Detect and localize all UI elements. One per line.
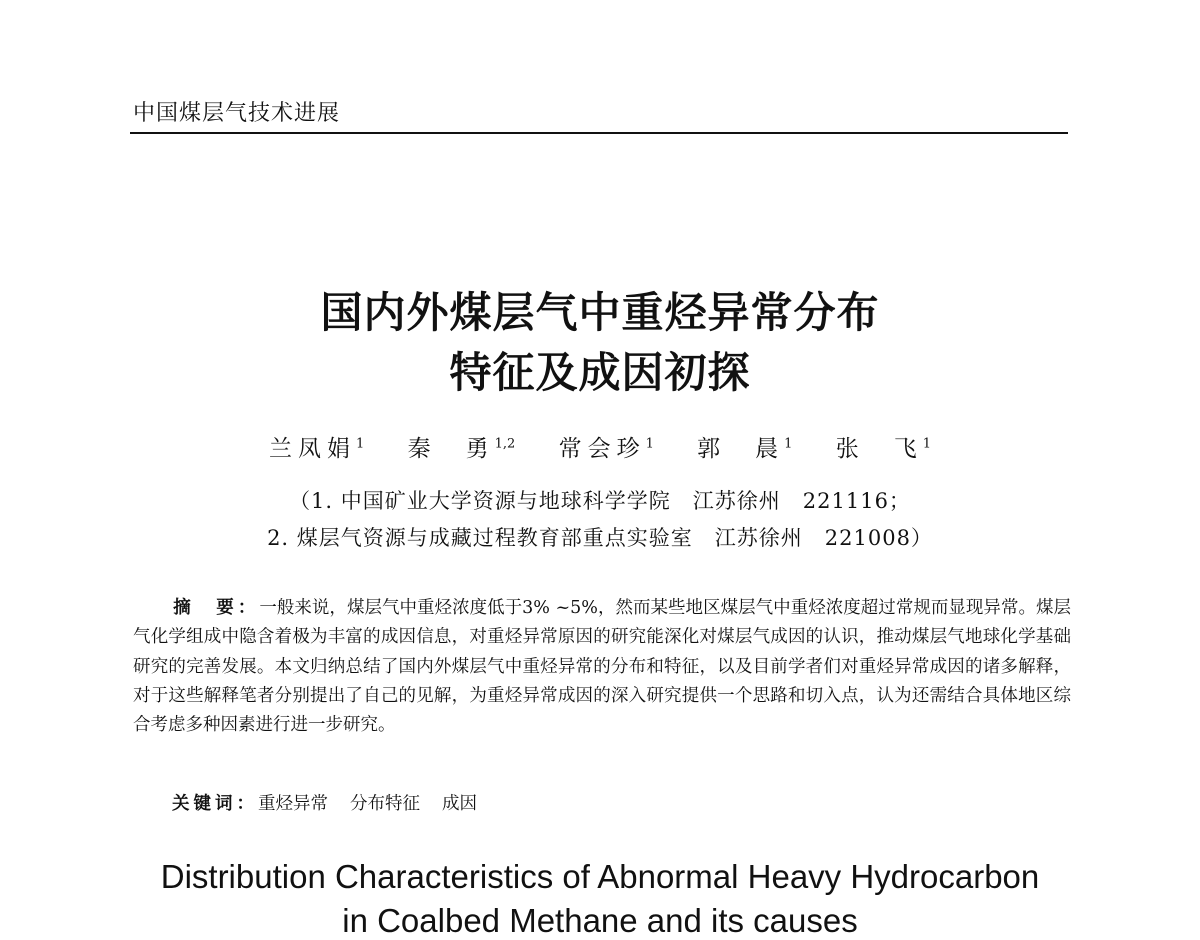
author-list [0, 430, 1200, 463]
author-affiliation-mark: 1 [784, 436, 793, 452]
affiliation-line-2: 2. 煤层气资源与成藏过程教育部重点实验室 江苏徐州 221008） [267, 526, 933, 550]
paper-title-line-2: 特征及成因初探 [449, 348, 751, 397]
author: 常会珍$^1$ [558, 436, 654, 462]
author-affiliation-mark: 1 [922, 436, 932, 452]
author: 兰凤娟$^1$ [268, 436, 365, 462]
author: 秦 勇$^{1,2}$ [407, 436, 516, 462]
abstract [133, 594, 1071, 740]
affiliation-line-1: （1. 中国矿业大学资源与地球科学学院 江苏徐州 221116； [289, 489, 911, 513]
abstract-text: 一般来说，煤层气中重烃浓度低于3% ~5%，然而某些地区煤层气中重烃浓度超过常规而显现异常。煤层气化学组成中隐含着极为丰富的成因信息，对重烃异常原因的研究能深化对煤层气成因的认识，推动煤层气地球化学基础研究的完善发展。本文归纳总结了国内外煤层气中重烃异常的分布和特征，以及目前学者们对重烃异常成因的诸多解释，对于这些解释笔者分别提出了自己的见解，为重烃异常成因的深入研究提供一个思路和切入点，认为还需结合具体地区综合考虑多种因素进行进一步研究。 [133, 598, 1072, 736]
running-head: 中国煤层气技术进展 [133, 101, 341, 126]
keywords [172, 790, 499, 815]
keyword: 成因 [442, 794, 477, 814]
author: 郭 晨$^1$ [697, 436, 793, 462]
abstract-label: 摘 要： [173, 598, 260, 618]
author-affiliation-mark: 1,2 [494, 436, 516, 452]
author-affiliation-mark: 1 [645, 436, 654, 452]
english-title-line-1: Distribution Characteristics of Abnormal Heavy Hydrocarbon [160, 858, 1040, 895]
keyword: 分布特征 [350, 794, 420, 814]
english-title-line-2: in Coalbed Methane and its causes [342, 902, 858, 939]
keywords-label: 关键词： [172, 794, 258, 814]
keyword: 重烃异常 [258, 794, 328, 814]
author-affiliation-mark: 1 [355, 436, 365, 452]
header-rule [130, 132, 1068, 134]
paper-title-line-1: 国内外煤层气中重烃异常分布 [320, 288, 880, 337]
author: 张 飞$^1$ [835, 436, 932, 462]
